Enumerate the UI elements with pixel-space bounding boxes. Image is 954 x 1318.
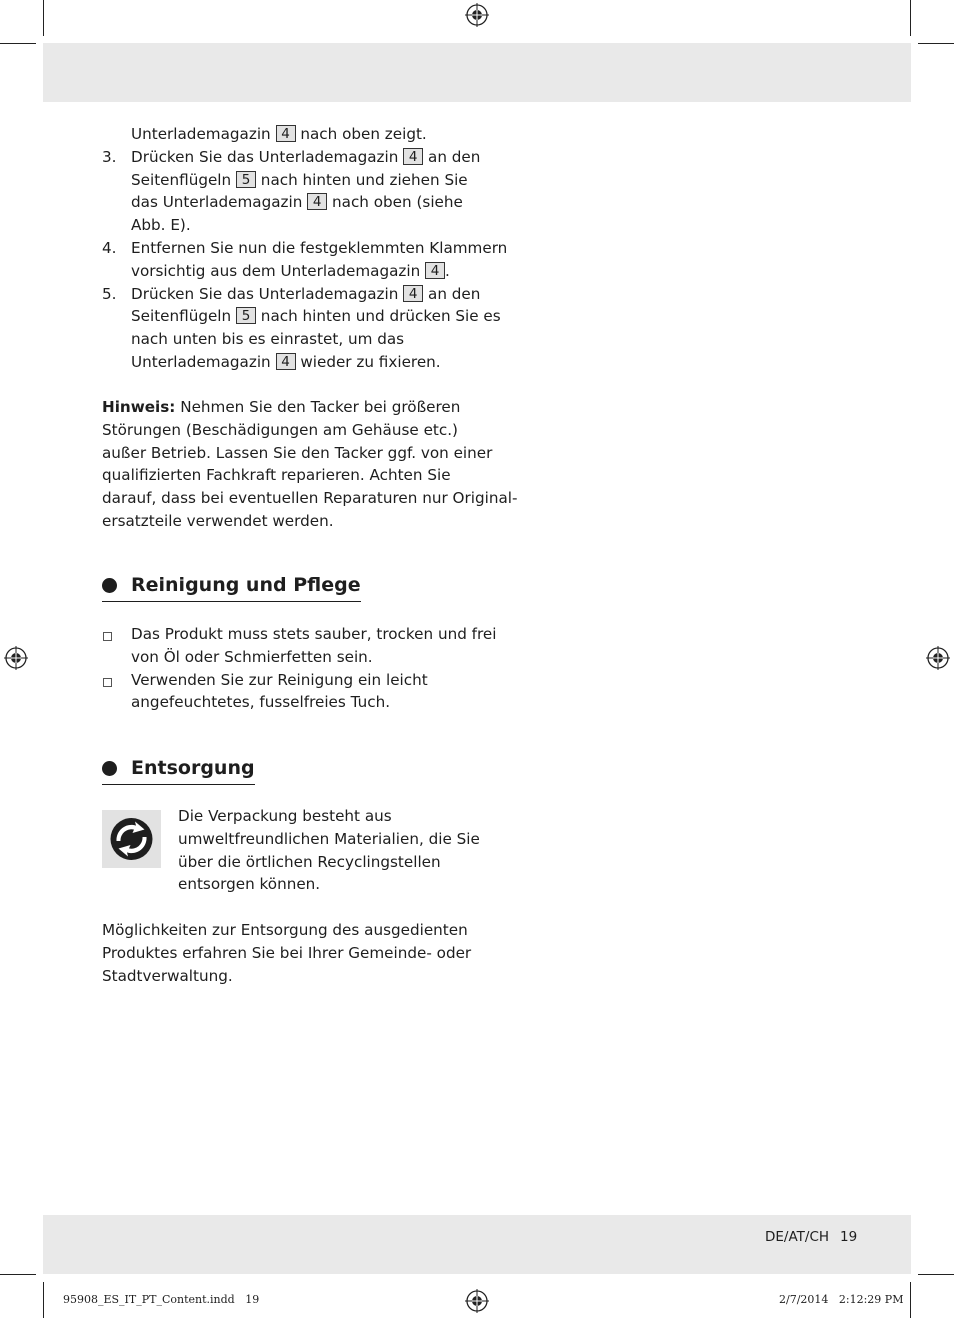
part-reference: 5 — [236, 307, 256, 324]
crop-mark — [43, 0, 44, 36]
part-reference: 4 — [403, 148, 423, 165]
bullet-dot-icon — [102, 761, 117, 776]
step-line — [131, 146, 481, 169]
note-paragraph — [102, 396, 518, 533]
list-item — [102, 146, 481, 237]
part-reference: 4 — [276, 353, 296, 370]
list-item — [102, 123, 468, 146]
note-line — [102, 396, 468, 419]
item-line: Das Produkt muss stets sauber, trocken und frei — [131, 625, 497, 643]
registration-mark-icon — [465, 3, 489, 27]
step-line — [131, 351, 468, 374]
registration-mark-icon — [4, 646, 28, 670]
section-heading-disposal — [102, 757, 255, 780]
step-number: 5. — [102, 284, 117, 303]
text: Unterlademagazin — [131, 352, 276, 371]
part-reference: 4 — [403, 285, 423, 302]
slug-filename: 95908_ES_IT_PT_Content.indd 19 — [63, 1293, 260, 1306]
note-line: qualifizierten Fachkraft reparieren. Achten Sie — [102, 466, 451, 485]
text: wieder zu fixieren. — [295, 352, 441, 371]
paragraph-line: Möglichkeiten zur Entsorgung des ausgedienten — [102, 921, 468, 939]
text: Seitenflügeln — [131, 170, 236, 189]
steps-list — [102, 123, 508, 374]
step-line — [131, 260, 468, 283]
crop-mark — [0, 43, 36, 44]
item-line: angefeuchtetes, fusselfreies Tuch. — [131, 693, 391, 712]
section-title: Entsorgung — [131, 757, 255, 779]
heading-underline — [102, 784, 255, 785]
text: nach hinten und ziehen Sie — [255, 170, 468, 189]
paragraph-line: über die örtlichen Recyclingstellen — [178, 852, 441, 871]
list-item — [102, 623, 497, 669]
paragraph-line: Die Verpackung besteht aus — [178, 807, 392, 825]
text: nach hinten und drücken Sie es — [255, 307, 501, 326]
text: nach oben (siehe — [327, 193, 463, 212]
note-label: Hinweis: — [102, 398, 176, 416]
paragraph-line: Produktes erfahren Sie bei Ihrer Gemeinde- oder — [102, 943, 472, 962]
crop-mark — [918, 1274, 954, 1275]
bullet-dot-icon — [102, 578, 117, 593]
step-line: Entfernen Sie nun die festgeklemmten Klammern — [131, 238, 508, 257]
crop-mark — [43, 1282, 44, 1318]
page-number: 19 — [840, 1229, 858, 1245]
text: an den — [423, 147, 481, 166]
text: nach oben zeigt. — [295, 125, 427, 143]
note-line: darauf, dass bei eventuellen Reparaturen nur Original- — [102, 489, 518, 508]
crop-mark — [910, 1282, 911, 1318]
checkbox-bullet-icon — [103, 678, 112, 687]
registration-mark-icon — [926, 646, 950, 670]
step-line — [131, 305, 501, 328]
text: Unterlademagazin — [131, 125, 276, 143]
crop-mark — [0, 1274, 36, 1275]
paragraph-line: entsorgen können. — [178, 875, 321, 894]
crop-mark — [918, 43, 954, 44]
step-line: Abb. E). — [131, 216, 191, 235]
text: an den — [423, 284, 481, 303]
part-reference: 4 — [425, 262, 445, 279]
header-band — [43, 43, 911, 102]
text: . — [445, 261, 450, 280]
list-item — [102, 669, 468, 715]
section-title: Reinigung und Pflege — [131, 574, 361, 596]
step-line — [131, 191, 468, 214]
note-line: außer Betrieb. Lassen Sie den Tacker ggf. von einer — [102, 443, 493, 462]
part-reference: 5 — [236, 171, 256, 188]
step-line: nach unten bis es einrastet, um das — [131, 330, 405, 349]
registration-mark-icon — [465, 1289, 489, 1313]
crop-mark — [910, 0, 911, 36]
heading-underline — [102, 601, 361, 602]
cleaning-list — [102, 623, 497, 714]
footer-region: DE/AT/CH — [765, 1229, 830, 1245]
step-line — [131, 283, 481, 306]
item-line: Verwenden Sie zur Reinigung ein leicht — [131, 670, 428, 689]
text: vorsichtig aus dem Unterlademagazin — [131, 261, 426, 280]
part-reference: 4 — [307, 193, 327, 210]
text: das Unterlademagazin — [131, 193, 308, 212]
recycling-symbol — [102, 810, 161, 868]
paragraph-line: Stadtverwaltung. — [102, 966, 233, 985]
step-number: 3. — [102, 147, 117, 166]
step-line — [131, 169, 468, 192]
item-line: von Öl oder Schmierfetten sein. — [131, 647, 373, 666]
section-heading-cleaning — [102, 574, 361, 597]
part-reference: 4 — [276, 125, 296, 142]
note-line: Störungen (Beschädigungen am Gehäuse etc.) — [102, 420, 458, 439]
note-line: ersatzteile verwendet werden. — [102, 511, 334, 530]
slug-timestamp: 2/7/2014 2:12:29 PM — [779, 1293, 904, 1306]
packaging-paragraph — [178, 805, 478, 896]
green-dot-recycle-icon — [102, 810, 161, 868]
checkbox-bullet-icon — [103, 632, 112, 641]
step-number: 4. — [102, 238, 117, 257]
text: Drücken Sie das Unterlademagazin — [131, 284, 404, 303]
list-item — [102, 237, 508, 283]
list-item — [102, 283, 501, 374]
step-line — [131, 123, 468, 146]
text: Seitenflügeln — [131, 307, 236, 326]
text: Drücken Sie das Unterlademagazin — [131, 147, 404, 166]
product-disposal-paragraph — [102, 919, 472, 987]
paragraph-line: umweltfreundlichen Materialien, die Sie — [178, 829, 480, 848]
text: Nehmen Sie den Tacker bei größeren — [175, 398, 461, 416]
